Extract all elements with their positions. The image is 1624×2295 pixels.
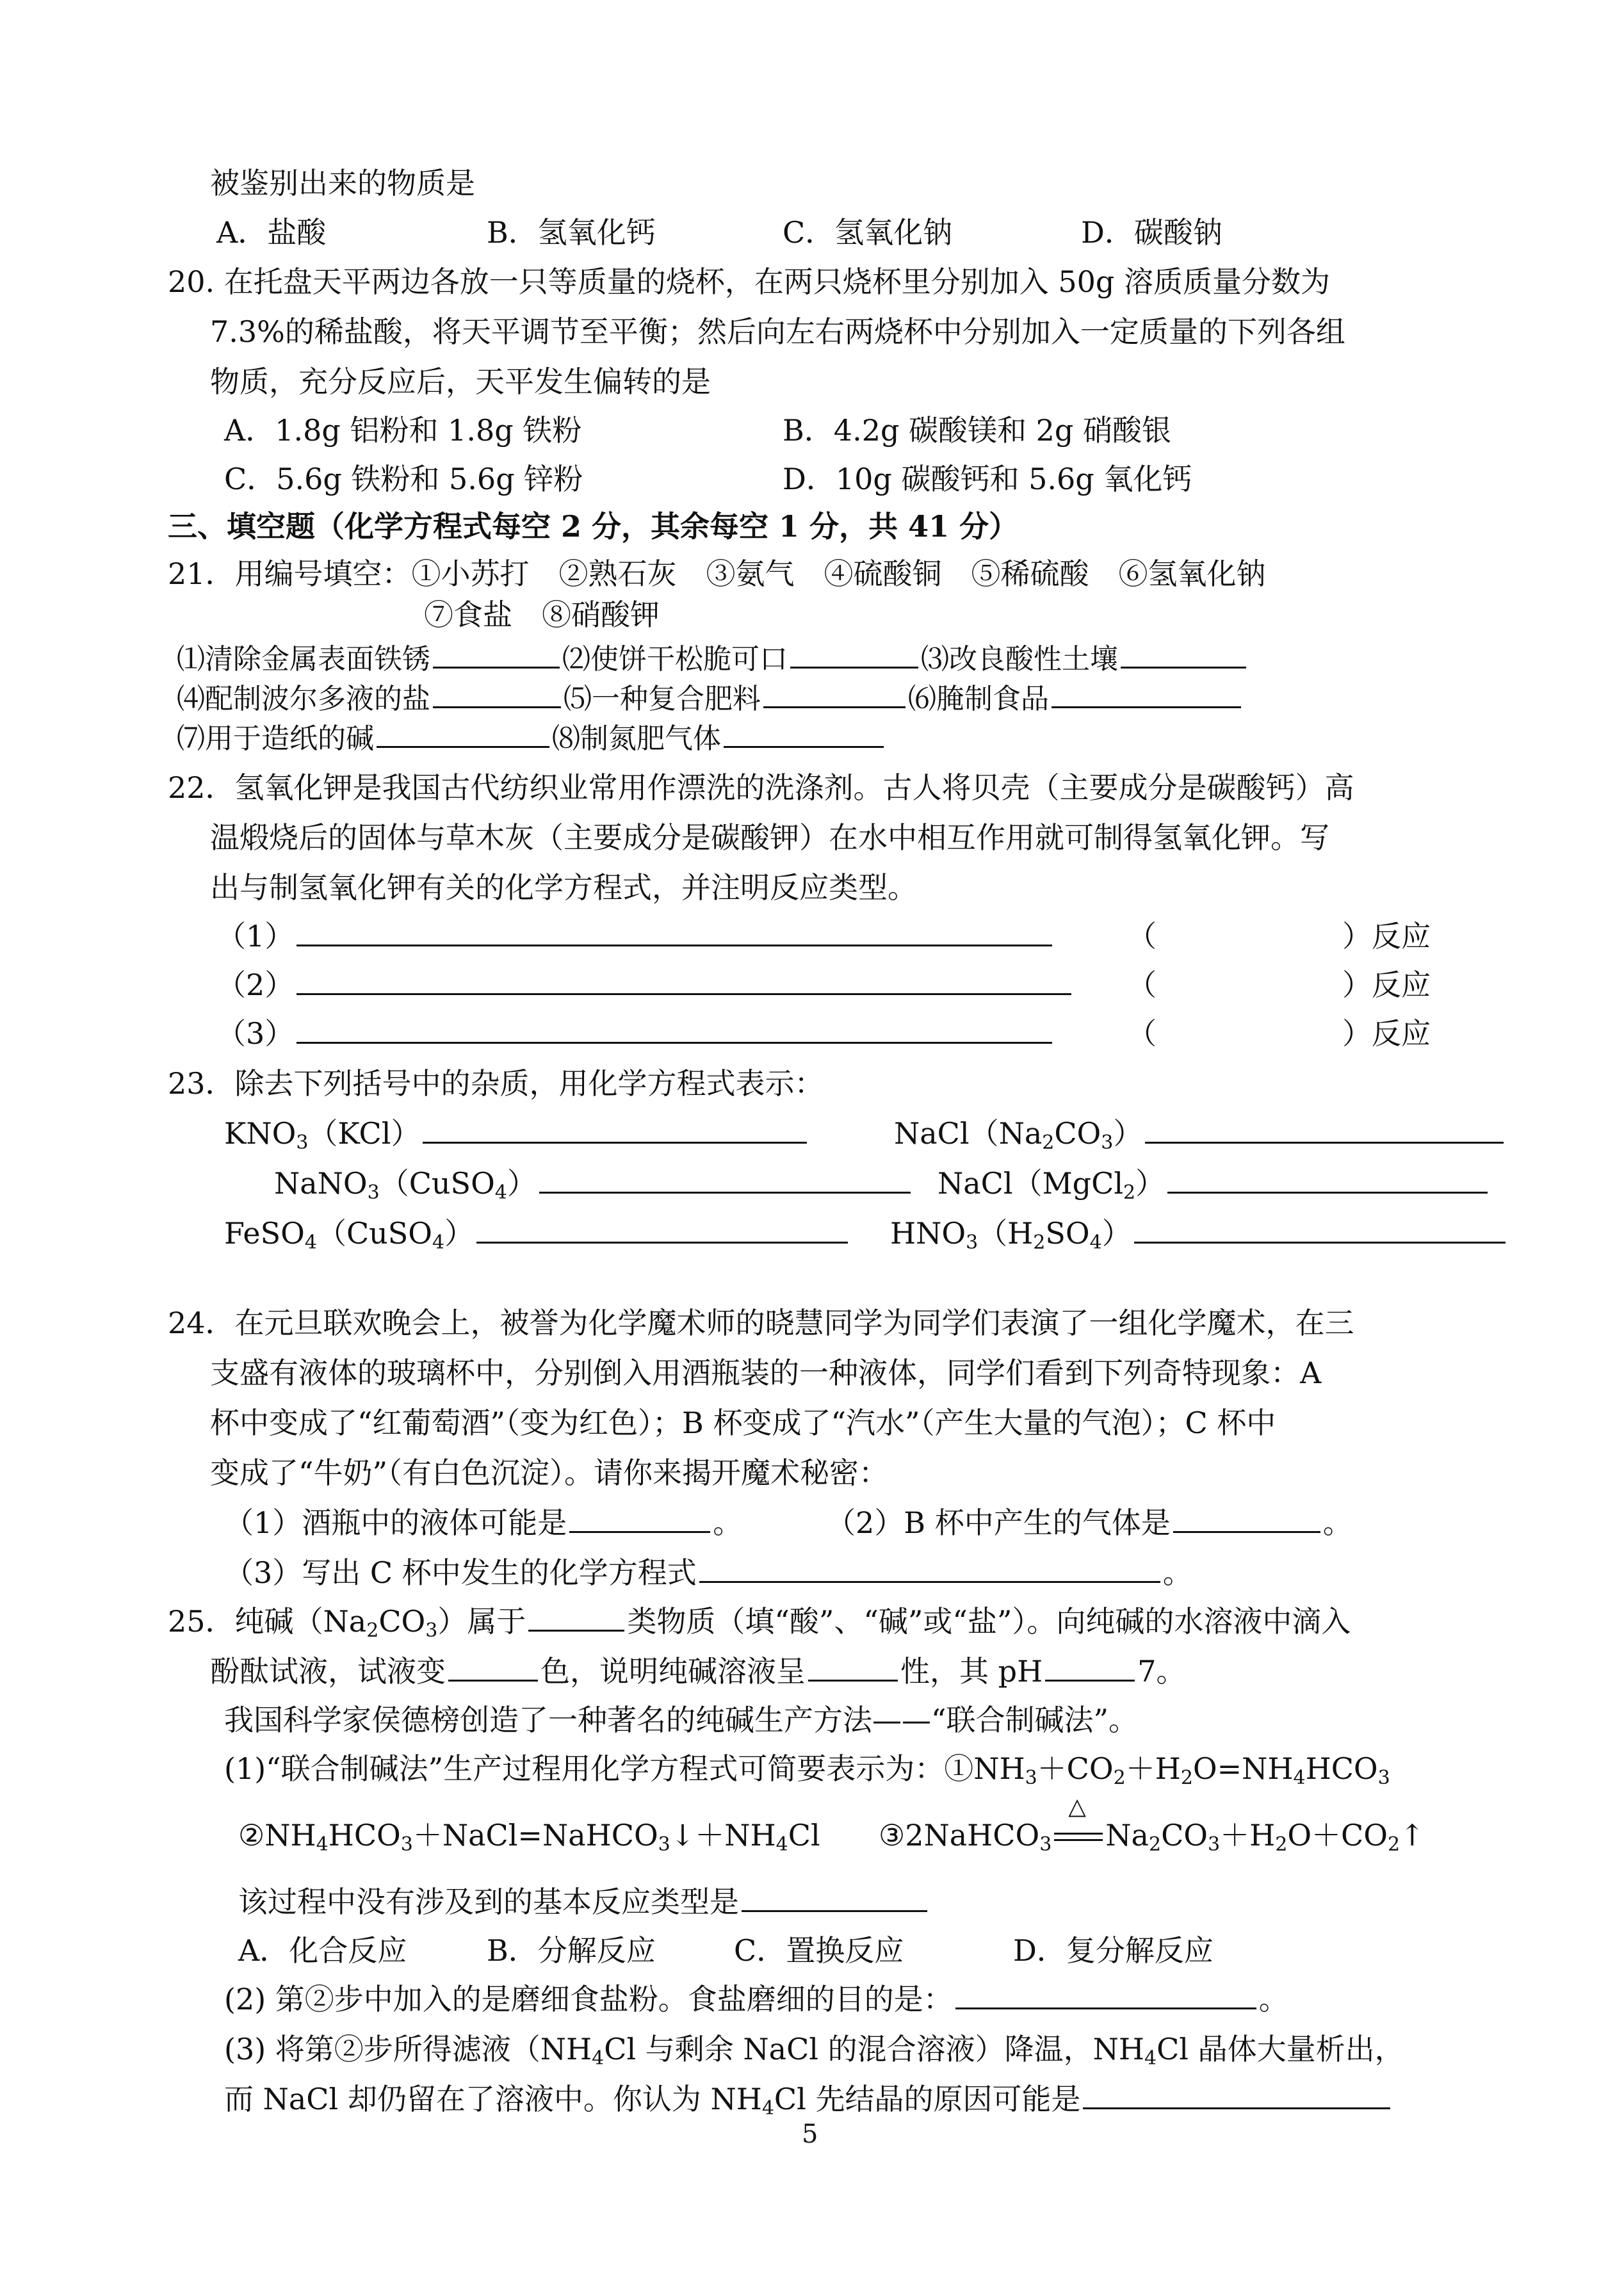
q22-num-2: （2）: [216, 968, 295, 1002]
q25-p3a: (3) 将第②步所得滤液（NH: [224, 2032, 592, 2066]
q24-sub3: [224, 1553, 1192, 1592]
q25-blank-purpose[interactable]: [955, 1982, 1256, 2009]
q21-blank-8[interactable]: [724, 720, 884, 748]
q25-blank-reason[interactable]: [1083, 2082, 1390, 2109]
q22-paren-open-1: （: [1127, 919, 1157, 953]
q20-option-c: C．5.6g 铁粉和 5.6g 锌粉: [224, 462, 583, 496]
q23-blank-feso4[interactable]: [476, 1216, 848, 1244]
q22-num-1: （1）: [216, 919, 295, 953]
q25-option-d: D．复分解反应: [1013, 1933, 1214, 1968]
q21-line1: 21．用编号填空：①小苏打 ②熟石灰 ③氨气 ④硫酸铜 ⑤稀硫酸 ⑥氢氧化钠: [168, 556, 1266, 591]
q21-item-5: ⑸一种复合肥料: [564, 683, 761, 715]
q21-blank-4[interactable]: [433, 681, 561, 708]
q21-row2: [177, 680, 1244, 718]
q24-sub3-text: （3）写出 C 杯中发生的化学方程式: [224, 1555, 697, 1590]
q25-question-text: 该过程中没有涉及到的基本反应类型是: [238, 1885, 739, 1919]
q25-p3c: Cl 晶体大量析出，: [1157, 2032, 1404, 2066]
q25-blank-class[interactable]: [528, 1604, 624, 1632]
q22-paren-close-3: ）反应: [1342, 1016, 1431, 1051]
q25-equation-2: $②NH_4HCO_3+NaCl=NaHCO_3↓+NH_4Cl$: [238, 1818, 820, 1856]
q23-item-nacl-mgcl2: NaCl（MgCl$_2$）: [938, 1164, 1490, 1203]
q25-line2: [210, 1652, 1185, 1691]
q25-p3d: 而 NaCl 却仍留在了溶液中。你认为 NH: [224, 2082, 762, 2116]
q19-option-d: D．碳酸钠: [1081, 215, 1222, 250]
q22-row3: [216, 1014, 1055, 1053]
q25-l2c: 性，其 pH: [900, 1654, 1043, 1689]
q20-line3: 物质，充分反应后，天平发生偏转的是: [210, 364, 711, 399]
q21-blank-2[interactable]: [790, 641, 918, 669]
q23-blank-nacl-na2co3[interactable]: [1145, 1116, 1504, 1144]
q25-l1a: 25．纯碱（Na: [168, 1604, 367, 1639]
q22-row1: [216, 917, 1055, 955]
q22-equation-blank-2[interactable]: [296, 968, 1071, 995]
q21-blank-1[interactable]: [433, 641, 560, 669]
q23-item-nano3: NaNO$_3$（CuSO$_4$）: [274, 1164, 913, 1203]
q24-line2: 支盛有液体的玻璃杯中，分别倒入用酒瓶装的一种液体，同学们看到下列奇特现象：A: [210, 1356, 1322, 1390]
q25-equation-3: ③2NaHCO$_3$ △ $Na_2CO_3+H_2O+CO_2↑$: [879, 1794, 1425, 1856]
q24-sub3-end: 。: [1162, 1555, 1192, 1590]
q21-blank-5[interactable]: [763, 681, 905, 708]
q22-type-3: [1127, 1014, 1431, 1053]
q25-l1d: 类物质（填“酸”、“碱”或“盐”）。向纯碱的水溶液中滴入: [627, 1604, 1351, 1639]
q24-sub2: [826, 1504, 1352, 1542]
q25-blank-nature[interactable]: [808, 1654, 898, 1682]
q24-sub2-end: 。: [1322, 1505, 1352, 1540]
q25-l1b: CO: [378, 1604, 426, 1639]
q22-paren-open-3: （: [1127, 1016, 1157, 1051]
q20-line1: 20. 在托盘天平两边各放一只等质量的烧杯，在两只烧杯里分别加入 50g 溶质质量分数为: [168, 264, 1331, 299]
q22-paren-close-2: ）反应: [1342, 968, 1431, 1002]
q25-l1c: ）属于: [437, 1604, 526, 1639]
q21-line2: ⑦食盐 ⑧硝酸钾: [424, 597, 660, 632]
q24-line3: 杯中变成了“红葡萄酒”（变为红色）；B 杯变成了“汽水”（产生大量的气泡）；C 杯中: [210, 1406, 1276, 1440]
q23-item-hno3: $HNO_3(H_2SO_4)$: [890, 1214, 1508, 1253]
q21-item-3: ⑶改良酸性土壤: [921, 643, 1118, 676]
q24-blank-1[interactable]: [569, 1505, 710, 1533]
q22-equation-blank-3[interactable]: [296, 1016, 1052, 1044]
q24-sub1-end: 。: [713, 1505, 743, 1540]
q20-option-d: D．10g 碳酸钙和 5.6g 氧化钙: [783, 462, 1192, 496]
q25-line4: [224, 1749, 1390, 1788]
q25-option-b: B．分解反应: [487, 1933, 656, 1968]
q23-blank-nacl-mgcl2[interactable]: [1167, 1166, 1488, 1194]
q23-line1: 23．除去下列括号中的杂质，用化学方程式表示：: [168, 1066, 824, 1101]
q23-item-feso4: FeSO$_4$（CuSO$_4$）: [224, 1214, 850, 1253]
q25-part3-line2: 而 NaCl 却仍留在了溶液中。你认为 $NH_4Cl$ 先结晶的原因可能是: [224, 2080, 1393, 2118]
q21-item-4: ⑷配制波尔多液的盐: [177, 683, 430, 715]
q23-blank-nano3[interactable]: [539, 1166, 911, 1194]
q24-sub1: [224, 1504, 742, 1542]
q25-p3b: Cl 与剩余 NaCl 的混合溶液）降温，NH: [604, 2032, 1144, 2066]
q22-paren-close-1: ）反应: [1342, 919, 1431, 953]
q25-blank-type[interactable]: [742, 1885, 927, 1912]
q19-option-b: B．氢氧化钙: [487, 215, 656, 250]
q20-line2: 7.3%的稀盐酸，将天平调节至平衡；然后向左右两烧杯中分别加入一定质量的下列各组: [210, 314, 1345, 349]
q21-row3: [177, 720, 886, 758]
q25-line1: 25．纯碱$(Na_2CO_3)$属于 类物质（填“酸”、“碱”或“盐”）。向纯碱的水溶液中滴入: [168, 1604, 1351, 1642]
q20-option-a: A．1.8g 铝粉和 1.8g 铁粉: [224, 413, 582, 448]
q23-item-kno3: $KNO_3(KCl)$: [224, 1114, 809, 1153]
q22-line1: 22．氢氧化钾是我国古代纺织业常用作漂洗的洗涤剂。古人将贝壳（主要成分是碳酸钙）高: [168, 770, 1354, 805]
heat-triangle-icon: △: [1052, 1820, 1105, 1845]
q19-tail: 被鉴别出来的物质是: [210, 166, 475, 200]
q25-option-a: A．化合反应: [238, 1933, 407, 1968]
q21-item-1: ⑴清除金属表面铁锈: [177, 643, 430, 676]
q21-blank-6[interactable]: [1052, 681, 1241, 708]
page-number: 5: [802, 2120, 818, 2149]
q25-blank-ph[interactable]: [1045, 1654, 1135, 1682]
q22-line3: 出与制氢氧化钾有关的化学方程式，并注明反应类型。: [210, 870, 917, 905]
q25-p2-end: 。: [1258, 1982, 1288, 2016]
q21-item-6: ⑹腌制食品: [908, 683, 1049, 715]
q25-part3-line1: (3) 将第②步所得滤液（$NH_4Cl$ 与剩余 NaCl 的混合溶液）降温，$NH_4Cl$ 晶体大量析出，: [224, 2032, 1404, 2070]
q24-line1: 24．在元旦联欢晚会上，被誉为化学魔术师的晓慧同学为同学们表演了一组化学魔术，在三: [168, 1306, 1354, 1340]
q23-blank-kno3[interactable]: [423, 1116, 807, 1144]
q22-type-1: [1127, 917, 1431, 955]
q25-p3e: Cl 先结晶的原因可能是: [774, 2082, 1081, 2116]
q25-blank-color[interactable]: [448, 1654, 538, 1682]
q20-option-b: B．4.2g 碳酸镁和 2g 硝酸银: [783, 413, 1171, 448]
q21-row1: [177, 640, 1249, 679]
q23-item-nacl-na2co3: $NaCl(Na_2CO_3)$: [894, 1114, 1506, 1153]
q25-question: [238, 1883, 930, 1921]
q24-blank-2[interactable]: [1173, 1505, 1320, 1533]
q25-equation-1: $①NH_3+CO_2+H_2O=NH_4HCO_3$: [944, 1751, 1390, 1789]
q21-item-2: ⑵使饼干松脆可口: [562, 643, 788, 676]
q25-l4: (1)“联合制碱法”生产过程用化学方程式可简要表示为：: [224, 1751, 945, 1786]
q25-l2a: 酚酞试液，试液变: [210, 1654, 446, 1689]
q21-blank-3[interactable]: [1121, 641, 1246, 669]
q21-item-8: ⑻制氮肥气体: [552, 722, 721, 755]
q22-line2: 温煅烧后的固体与草木灰（主要成分是碳酸钾）在水中相互作用就可制得氢氧化钾。写: [210, 820, 1329, 855]
q25-option-c: C．置换反应: [734, 1933, 904, 1968]
q24-sub1-text: （1）酒瓶中的液体可能是: [224, 1505, 567, 1540]
q24-sub2-text: （2）B 杯中产生的气体是: [826, 1505, 1171, 1540]
q22-type-2: [1127, 966, 1431, 1004]
q19-option-c: C．氢氧化钠: [783, 215, 953, 250]
q25-l2b: 色，说明纯碱溶液呈: [540, 1654, 806, 1689]
q22-paren-open-2: （: [1127, 968, 1157, 1002]
q22-row2: [216, 966, 1074, 1004]
q25-line3: 我国科学家侯德榜创造了一种著名的纯碱生产方法——“联合制碱法”。: [224, 1703, 1139, 1737]
q25-part2: [224, 1980, 1288, 2018]
q24-blank-3[interactable]: [699, 1555, 1160, 1583]
q21-blank-7[interactable]: [377, 720, 549, 748]
q22-equation-blank-1[interactable]: [296, 919, 1052, 946]
q25-l2d: 7。: [1137, 1654, 1186, 1689]
q21-item-7: ⑺用于造纸的碱: [177, 722, 374, 755]
section-3-heading: 三、填空题（化学方程式每空 2 分，其余每空 1 分，共 41 分）: [168, 509, 1019, 544]
q23-blank-hno3[interactable]: [1134, 1216, 1506, 1244]
q22-num-3: （3）: [216, 1016, 295, 1051]
q24-line4: 变成了“牛奶”（有白色沉淀）。请你来揭开魔术秘密：: [210, 1456, 889, 1490]
q19-option-a: A．盐酸: [216, 215, 327, 250]
q25-p2-text: (2) 第②步中加入的是磨细食盐粉。食盐磨细的目的是：: [224, 1982, 953, 2016]
